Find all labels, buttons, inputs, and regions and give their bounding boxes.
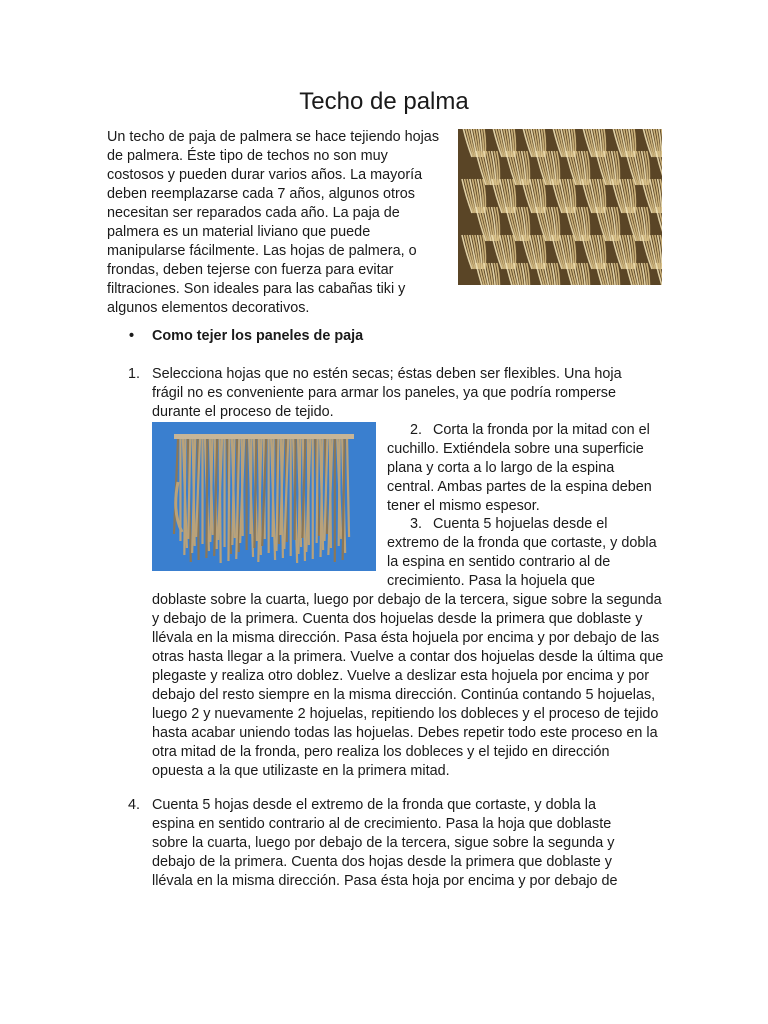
step-4-text: Cuenta 5 hojas desde el extremo de la fronda que cortaste, y dobla la espina en sentido contrario al de crecimiento. Pasa la hoja que doblaste sobre la cuarta, luego por debajo de la tercera, sigue sobre la segunda y debajo de la primera. Cuenta dos hojas desde la primera que doblaste y llévala en la misma dirección. Pasa ésta hoja por encima y por debajo de — [152, 797, 618, 889]
step-4-number: 4. — [128, 797, 141, 813]
bullet-icon: • — [129, 328, 135, 344]
step-1-text: Selecciona hojas que no estén secas; éstas deben ser flexibles. Una hoja frágil no es conveniente para armar los paneles, ya que podría romperse durante el proceso de tejido. — [152, 366, 622, 420]
bullet-heading: Como tejer los paneles de paja — [152, 328, 364, 344]
page-title: Techo de palma — [299, 88, 469, 115]
step-3-number: 3. — [410, 516, 423, 532]
thatch-panel-photo-icon — [152, 422, 376, 571]
woven-thatch-photo-icon — [458, 129, 662, 285]
woven-thatch-image — [458, 129, 662, 285]
step-1-number: 1. — [128, 366, 141, 382]
step-3-text-continued: doblaste sobre la cuarta, luego por debajo de la tercera, sigue sobre la segunda y debajo de la primera. Cuenta dos hojuelas desde la primera que doblaste y llévala en la misma dirección. Pasa ésta hojuela por encima y por debajo de las otras hasta llegar a la primera. Vuelve a contar dos hojuelas desde la última que plegaste y realiza otro doblez. Vuelve a deslizar esta hojuela por encima y por debajo del resto siempre en la misma dirección. Continúa contando 5 hojuelas, luego 2 y nuevamente 2 hojuelas, repitiendo los dobleces y el proceso de tejido hasta acabar uniendo todas las hojuelas. Debes repetir todo este proceso en la otra mitad de la fronda, pero realiza los dobleces y el tejido en dirección opuesta a la que utilizaste en la primera mitad. — [152, 592, 664, 779]
thatch-panel-image — [152, 422, 376, 571]
intro-paragraph: Un techo de paja de palmera se hace tejiendo hojas de palmera. Éste tipo de techos no son muy costosos y pueden durar varios años. La mayoría deben reemplazarse cada 7 años, algunos otros necesitan ser reparados cada año. La paja de palmera es un material liviano que puede manipularse fácilmente. Las hojas de palmera, o frondas, deben tejerse con fuerza para evitar filtraciones. Son ideales para las cabañas tiki y algunos elementos decorativos. — [107, 129, 440, 316]
step-2-number: 2. — [410, 422, 423, 438]
step-2-text: Corta la fronda por la mitad con el cuchillo. Extiéndela sobre una superficie plana y corta a lo largo de la espina central. Ambas partes de la espina deben tener el mismo espesor. — [387, 422, 652, 514]
step-3-text-wrapped: Cuenta 5 hojuelas desde el extremo de la fronda que cortaste, y dobla la espina en sentido contrario al de crecimiento. Pasa la hojuela que — [387, 516, 657, 589]
